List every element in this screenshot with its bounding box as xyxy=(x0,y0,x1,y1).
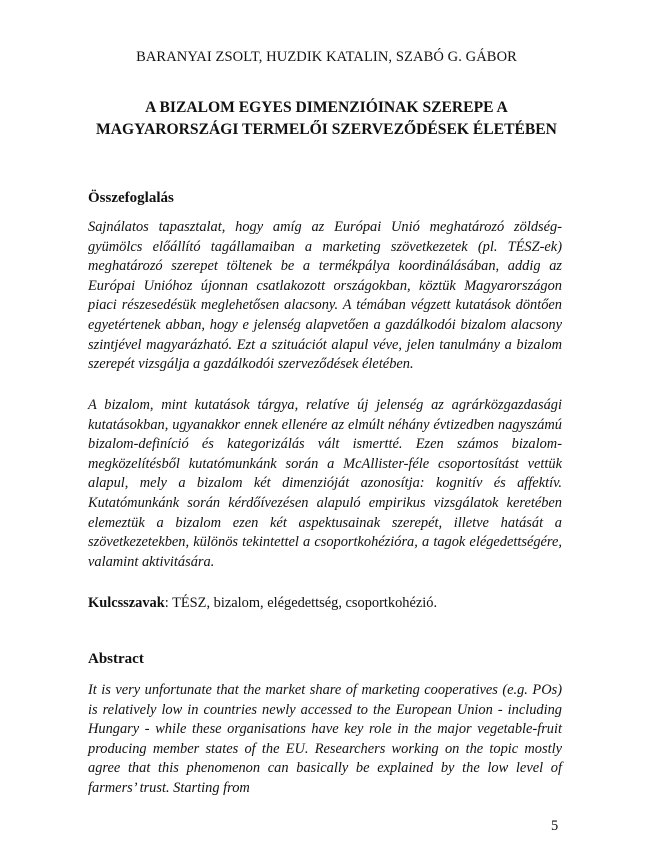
abstract-paragraph-1: It is very unfortunate that the market share of marketing cooperatives (e.g. POs) is relatively low in countries newly accessed to the European Union - including Hungary - while these organisations have key role in the major vegetable-fruit producing member states of the EU. Researchers working on the topic mostly agree that this phenomenon can basically be explained by the low level of farmers’ trust. Starting from xyxy=(88,682,562,796)
author-list: BARANYAI ZSOLT, HUZDIK KATALIN, SZABÓ G. GÁBOR xyxy=(136,49,517,65)
summary-paragraph-1: Sajnálatos tapasztalat, hogy amíg az Európai Unió meghatározó zöldség-gyümölcs előállító tagállamaiban a marketing szövetkezetek (pl. TÉSZ-ek) meghatározó szerepet töltenek be a termékpálya koordinálásában, addig az Európai Unióhoz újonnan csatlakozott országokban, köztük Magyarországon piaci részesedésük meglehetősen alacsony. A témában végzett kutatások döntően egyetértenek abban, hogy e jelenség alapvetően a gazdálkodói bizalom alacsony szintjével magyarázható. Ezt a szituációt alapul véve, jelen tanulmány a bizalom szerepét vizsgálja a gazdálkodói szerveződések életében. xyxy=(88,219,562,373)
keywords-label: Kulcsszavak xyxy=(88,595,165,611)
summary-paragraph-2: A bizalom, mint kutatások tárgya, relatíve új jelenség az agrárközgazdasági kutatásokban, ugyanakkor ennek ellenére az elmúlt néhány évtizedben nagyszámú bizalom-definíció és kategorizálás vált ismertté. Ezen számos bizalom-megközelítésből kutatómunkánk során a McAllister-féle csoportosítást vettük alapul, mely a bizalom két dimenzióját azonosítja: kognitív és affektív. Kutatómunkánk során kérdőívezésen alapuló empirikus vizsgálatok keretében elemeztük a bizalom ezen két aspektusainak szerepét, illetve hatását a szövetkezetekben, különös tekintettel a csoportkohézióra, a tagok elégedettségére, valamint aktivitására. xyxy=(88,397,562,570)
abstract-heading: Abstract xyxy=(88,651,144,667)
page-number: 5 xyxy=(551,818,559,834)
keywords-list: : TÉSZ, bizalom, elégedettség, csoportkohézió. xyxy=(164,595,438,611)
keywords-line xyxy=(88,595,437,612)
paper-title: A BIZALOM EGYES DIMENZIÓINAK SZEREPE A MAGYARORSZÁGI TERMELŐI SZERVEZŐDÉSEK ÉLETÉBEN xyxy=(96,99,557,138)
summary-heading: Összefoglalás xyxy=(88,190,174,206)
